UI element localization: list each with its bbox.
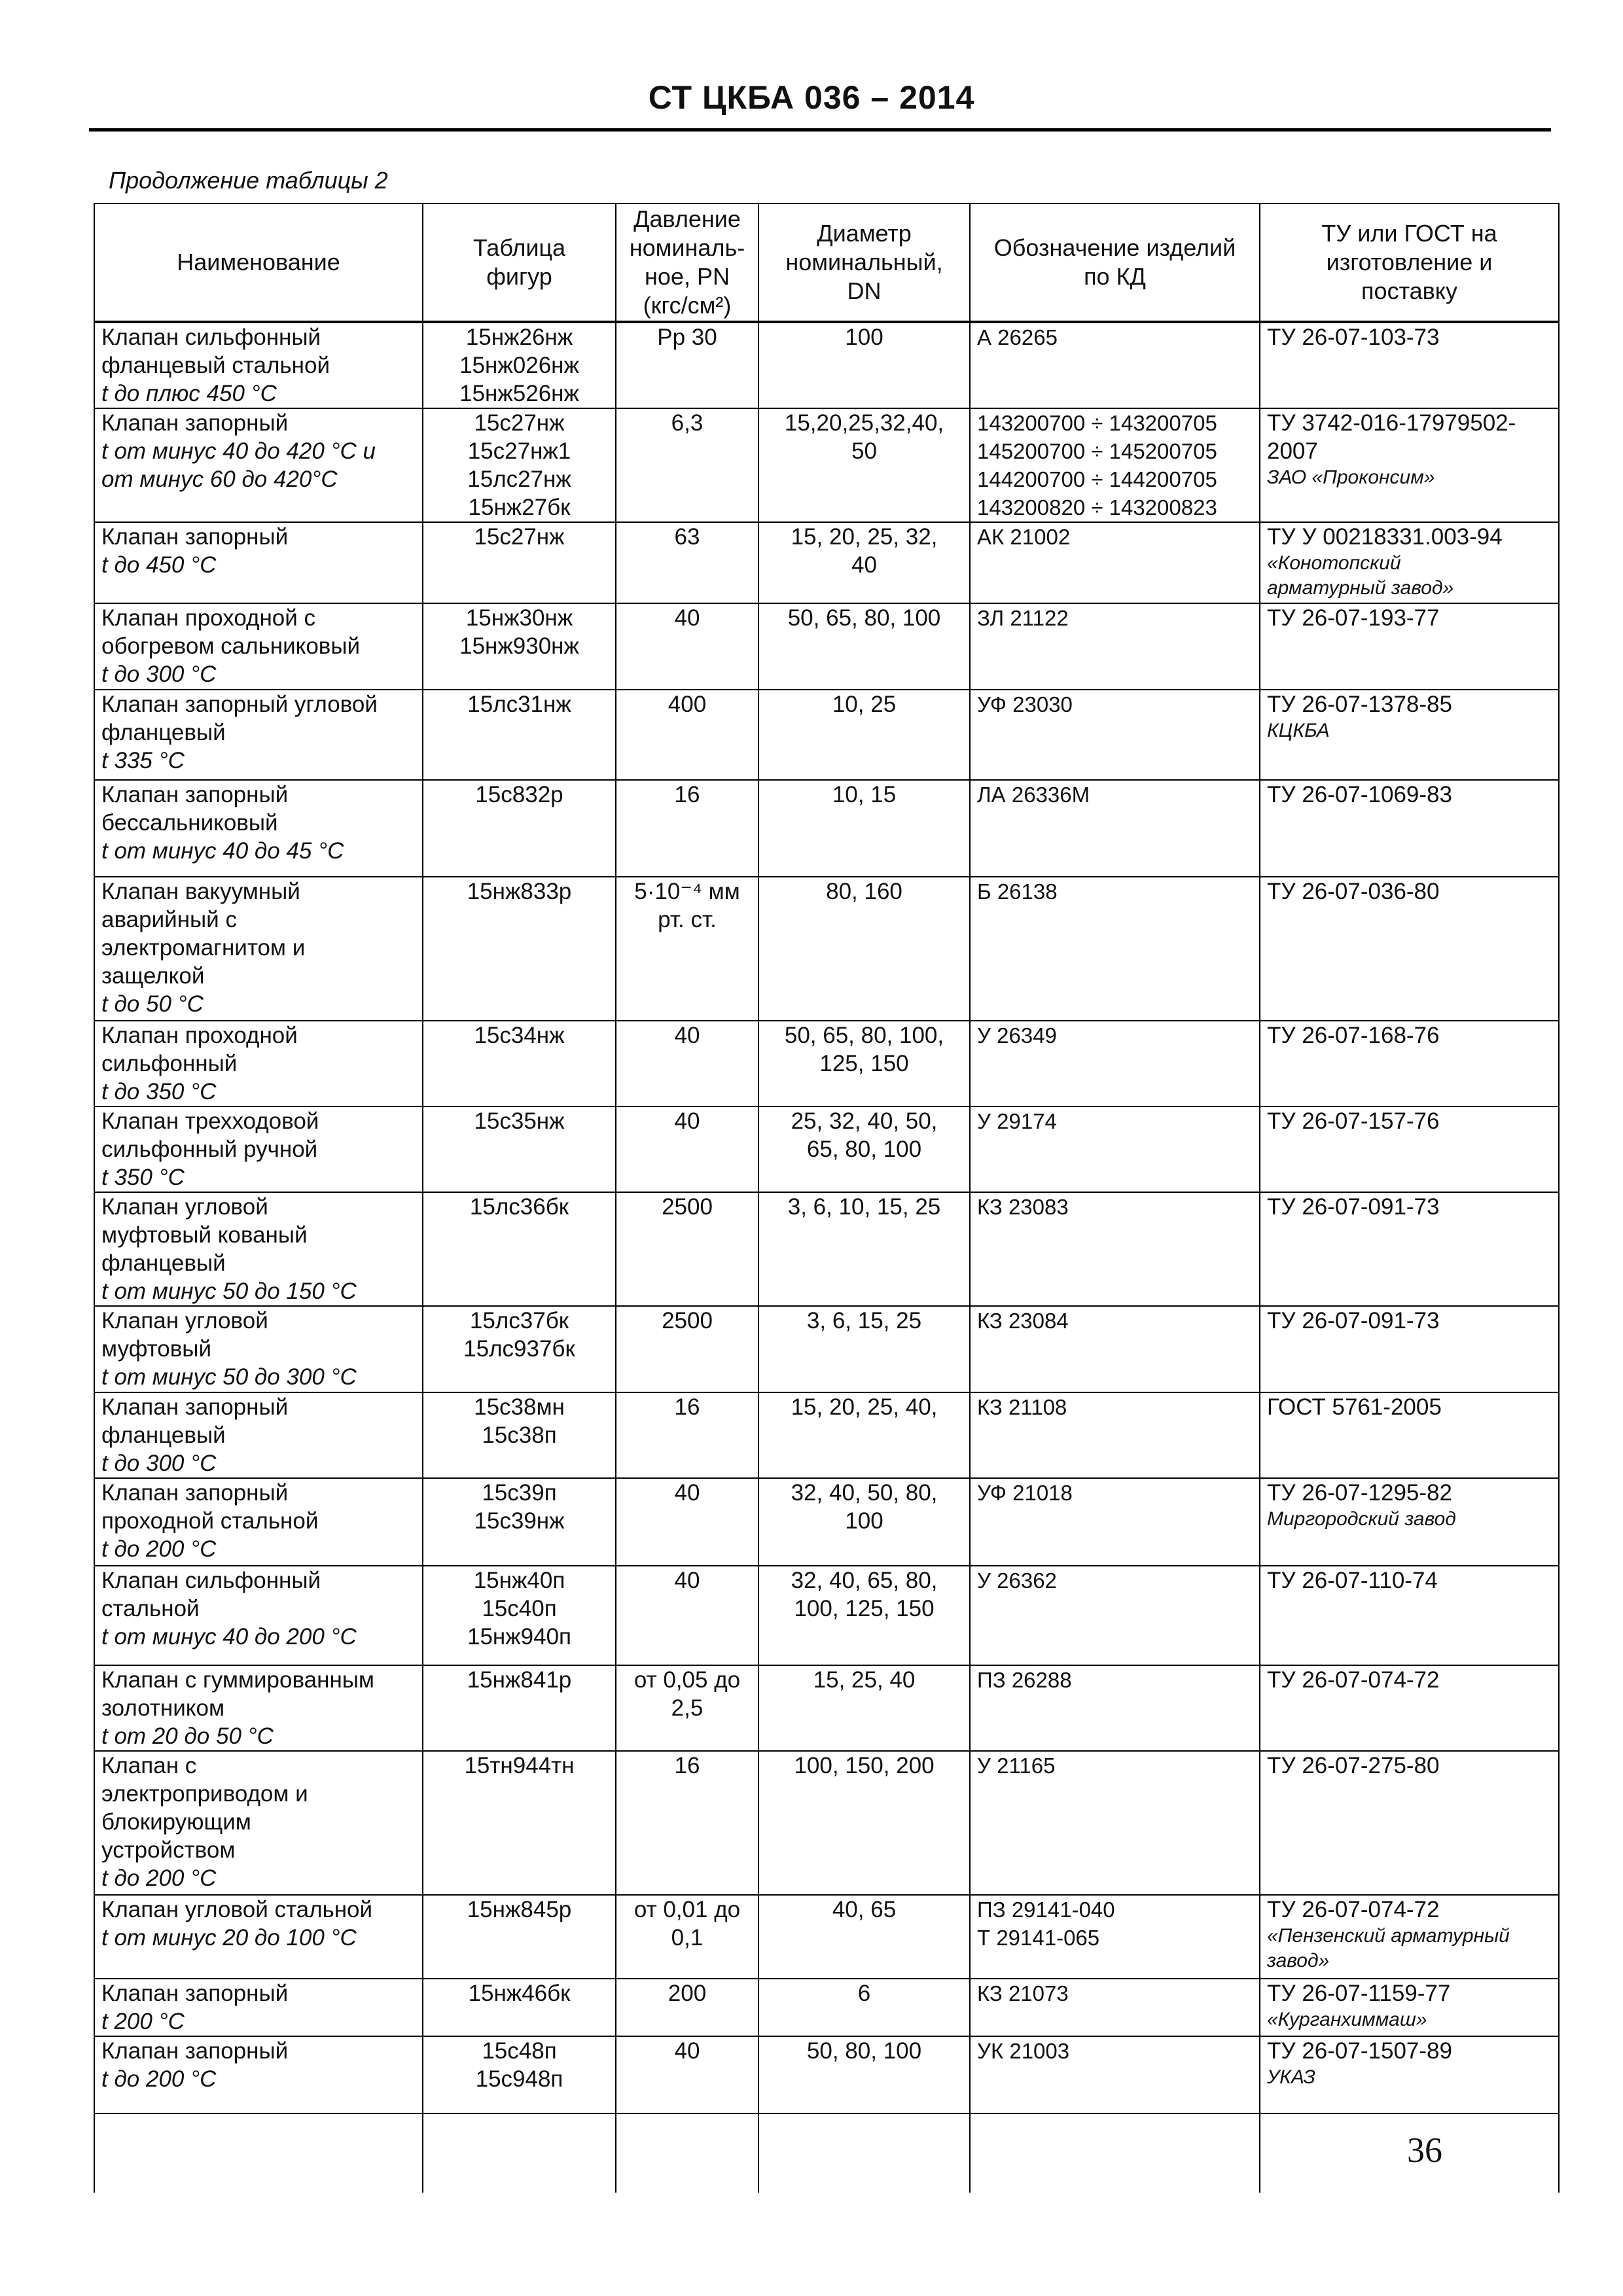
cell-standard <box>1260 1665 1559 1751</box>
product-designation: Б 26138 <box>977 879 1058 904</box>
cell-diameter <box>758 1979 970 2036</box>
cell-designation <box>970 1895 1260 1979</box>
cell-pressure <box>616 780 758 877</box>
cell-standard <box>1260 322 1559 408</box>
cell-figure <box>423 780 616 877</box>
cell-figure <box>423 1751 616 1895</box>
empty-cell <box>758 2113 970 2193</box>
table-row <box>94 2036 1559 2113</box>
standard-code: ТУ 26-07-1159-77 <box>1267 1981 1451 2006</box>
valve-name: Клапан запорный <box>101 1981 289 2006</box>
product-designation: АК 21002 <box>977 525 1071 549</box>
valve-name: Клапан угловой стальной <box>101 1897 373 1922</box>
cell-diameter <box>758 1192 970 1306</box>
cell-standard <box>1260 603 1559 690</box>
cell-name <box>94 2036 423 2113</box>
figure-code: 15тн944тн <box>464 1753 575 1778</box>
cell-designation <box>970 322 1260 408</box>
nominal-pressure: 16 <box>674 782 700 807</box>
cell-diameter <box>758 1566 970 1665</box>
standard-code: ТУ 26-07-103-73 <box>1267 325 1440 350</box>
table-body <box>94 322 1559 2193</box>
nominal-diameter: 10, 15 <box>832 782 897 807</box>
cell-pressure <box>616 1106 758 1192</box>
cell-diameter <box>758 603 970 690</box>
cell-name <box>94 780 423 877</box>
product-designation: КЗ 21073 <box>977 1981 1069 2005</box>
cell-standard <box>1260 1021 1559 1106</box>
cell-diameter <box>758 408 970 522</box>
cell-figure <box>423 1192 616 1306</box>
standard-code: ТУ 26-07-1069-83 <box>1267 782 1452 807</box>
cell-standard <box>1260 522 1559 603</box>
cell-pressure <box>616 690 758 780</box>
cell-pressure <box>616 408 758 522</box>
table-row <box>94 1478 1559 1566</box>
cell-pressure <box>616 1566 758 1665</box>
cell-name <box>94 690 423 780</box>
figure-code: 15нж30нж 15нж930нж <box>459 605 579 659</box>
nominal-diameter: 50, 65, 80, 100 <box>787 605 941 631</box>
cell-standard <box>1260 1478 1559 1566</box>
nominal-diameter: 80, 160 <box>826 879 902 904</box>
cell-pressure <box>616 322 758 408</box>
nominal-pressure: Pp 30 <box>657 325 717 350</box>
cell-diameter <box>758 1021 970 1106</box>
cell-diameter <box>758 1306 970 1392</box>
nominal-pressure: 5·10⁻⁴ мм рт. ст. <box>634 879 740 932</box>
cell-name <box>94 1392 423 1478</box>
product-designation: У 21165 <box>977 1754 1056 1778</box>
temperature-range: t до 300 °С <box>101 662 217 687</box>
valve-name: Клапан трехходовой сильфонный ручной <box>101 1108 319 1162</box>
standard-code: ТУ 26-07-1507-89 <box>1267 2038 1452 2064</box>
manufacturer: ЗАО «Проконсим» <box>1267 467 1435 488</box>
temperature-range: t до 50 °С <box>101 991 204 1017</box>
cell-standard <box>1260 408 1559 522</box>
manufacturer: УКАЗ <box>1267 2066 1315 2088</box>
table-row <box>94 780 1559 877</box>
figure-code: 15нж46бк <box>468 1981 571 2006</box>
figure-code: 15нж841р <box>467 1667 572 1693</box>
temperature-range: t до 300 °С <box>101 1451 217 1476</box>
cell-pressure <box>616 877 758 1021</box>
standard-code: ТУ 26-07-168-76 <box>1267 1023 1440 1048</box>
page-number: 36 <box>1407 2130 1442 2170</box>
column-header-standard: ТУ или ГОСТ на изготовление и поставку <box>1260 203 1559 322</box>
standard-code: ТУ У 00218331.003-94 <box>1267 524 1503 550</box>
figure-code: 15с39п 15с39нж <box>474 1480 565 1534</box>
manufacturer: Миргородский завод <box>1267 1508 1456 1530</box>
cell-designation <box>970 1106 1260 1192</box>
table-caption: Продолжение таблицы 2 <box>109 167 388 194</box>
valve-name: Клапан угловой муфтовый кованый фланцевый <box>101 1194 308 1276</box>
nominal-diameter: 50, 65, 80, 100, 125, 150 <box>784 1023 944 1076</box>
cell-designation <box>970 1665 1260 1751</box>
figure-code: 15с27нж 15с27нж1 15лс27нж 15нж27бк <box>467 410 571 520</box>
cell-pressure <box>616 1895 758 1979</box>
temperature-range: t от минус 50 до 300 °С <box>101 1364 357 1390</box>
empty-cell <box>970 2113 1260 2193</box>
temperature-range: t до плюс 450 °С <box>101 381 277 406</box>
manufacturer: «Конотопский арматурный завод» <box>1267 552 1454 599</box>
cell-designation <box>970 780 1260 877</box>
empty-cell <box>94 2113 423 2193</box>
product-designation: ЛА 26336М <box>977 783 1090 807</box>
nominal-diameter: 50, 80, 100 <box>806 2038 922 2064</box>
cell-figure <box>423 1665 616 1751</box>
temperature-range: t до 200 °С <box>101 2066 217 2092</box>
product-designation: У 29174 <box>977 1109 1057 1133</box>
cell-designation <box>970 1751 1260 1895</box>
cell-pressure <box>616 1751 758 1895</box>
standard-code: ТУ 26-07-157-76 <box>1267 1108 1440 1134</box>
figure-code: 15нж40п 15с40п 15нж940п <box>467 1568 572 1650</box>
temperature-range: t от 20 до 50 °С <box>101 1723 274 1749</box>
cell-standard <box>1260 877 1559 1021</box>
column-header-pressure: Давление номиналь- ное, PN (кгс/см²) <box>616 203 758 322</box>
column-header-diameter: Диаметр номинальный, DN <box>758 203 970 322</box>
cell-name <box>94 1306 423 1392</box>
figure-code: 15нж833р <box>467 879 572 904</box>
standard-code: ТУ 26-07-091-73 <box>1267 1308 1440 1333</box>
cell-diameter <box>758 780 970 877</box>
cell-pressure <box>616 1021 758 1106</box>
cell-designation <box>970 1192 1260 1306</box>
valve-name: Клапан проходной сильфонный <box>101 1023 298 1076</box>
cell-name <box>94 1478 423 1566</box>
cell-standard <box>1260 1751 1559 1895</box>
nominal-pressure: 40 <box>674 2038 700 2064</box>
temperature-range: t 335 °С <box>101 748 185 773</box>
cell-name <box>94 1665 423 1751</box>
cell-name <box>94 322 423 408</box>
cell-diameter <box>758 322 970 408</box>
valve-name: Клапан сильфонный стальной <box>101 1568 321 1621</box>
temperature-range: t 350 °С <box>101 1165 185 1190</box>
nominal-pressure: 40 <box>674 1480 700 1506</box>
nominal-diameter: 15, 20, 25, 40, <box>791 1394 938 1420</box>
cell-pressure <box>616 1979 758 2036</box>
nominal-diameter: 32, 40, 65, 80, 100, 125, 150 <box>791 1568 938 1621</box>
cell-standard <box>1260 780 1559 877</box>
nominal-diameter: 15, 20, 25, 32, 40 <box>791 524 938 578</box>
header-rule <box>89 128 1551 132</box>
valve-name: Клапан угловой муфтовый <box>101 1308 268 1362</box>
valve-name: Клапан запорный проходной стальной <box>101 1480 319 1534</box>
product-designation: КЗ 23083 <box>977 1195 1069 1219</box>
cell-pressure <box>616 1392 758 1478</box>
cell-standard <box>1260 1106 1559 1192</box>
valve-name: Клапан запорный бессальниковый <box>101 782 289 836</box>
nominal-diameter: 15, 25, 40 <box>813 1667 916 1693</box>
cell-name <box>94 1021 423 1106</box>
figure-code: 15с35нж <box>474 1108 565 1134</box>
standard-code: ТУ 3742-016-17979502- 2007 <box>1267 410 1516 464</box>
cell-designation <box>970 1392 1260 1478</box>
cell-standard <box>1260 2036 1559 2113</box>
cell-pressure <box>616 1478 758 1566</box>
cell-diameter <box>758 1106 970 1192</box>
valve-name: Клапан запорный <box>101 2038 289 2064</box>
valve-name: Клапан запорный угловой фланцевый <box>101 692 378 745</box>
cell-name <box>94 1751 423 1895</box>
temperature-range: t до 350 °С <box>101 1079 217 1104</box>
nominal-pressure: 63 <box>674 524 700 550</box>
temperature-range: t от минус 20 до 100 °С <box>101 1925 357 1951</box>
cell-figure <box>423 1478 616 1566</box>
cell-diameter <box>758 1751 970 1895</box>
cell-standard <box>1260 690 1559 780</box>
empty-cell <box>423 2113 616 2193</box>
valve-name: Клапан запорный <box>101 524 289 550</box>
cell-pressure <box>616 1665 758 1751</box>
cell-pressure <box>616 522 758 603</box>
nominal-diameter: 100 <box>845 325 883 350</box>
product-designation: УФ 21018 <box>977 1481 1073 1505</box>
cell-name <box>94 522 423 603</box>
table-row <box>94 1192 1559 1306</box>
product-designation: У 26362 <box>977 1568 1057 1593</box>
nominal-pressure: 400 <box>668 692 707 717</box>
nominal-diameter: 15,20,25,32,40, 50 <box>784 410 944 464</box>
nominal-diameter: 100, 150, 200 <box>794 1753 935 1778</box>
figure-code: 15с34нж <box>474 1023 565 1048</box>
cell-standard <box>1260 1566 1559 1665</box>
table-row <box>94 1665 1559 1751</box>
figure-code: 15с38мн 15с38п <box>474 1394 565 1448</box>
column-header-designation: Обозначение изделий по КД <box>970 203 1260 322</box>
table-row <box>94 322 1559 408</box>
nominal-pressure: 6,3 <box>671 410 704 436</box>
cell-figure <box>423 1895 616 1979</box>
column-header-figure: Таблица фигур <box>423 203 616 322</box>
figure-code: 15с48п 15с948п <box>475 2038 563 2092</box>
cell-figure <box>423 1392 616 1478</box>
cell-name <box>94 877 423 1021</box>
product-designation: УФ 23030 <box>977 692 1073 716</box>
cell-pressure <box>616 1306 758 1392</box>
cell-designation <box>970 1478 1260 1566</box>
valve-name: Клапан с электроприводом и блокирующим устройством <box>101 1753 308 1863</box>
table-row <box>94 603 1559 690</box>
cell-name <box>94 603 423 690</box>
manufacturer: «Пензенский арматурный завод» <box>1267 1925 1510 1971</box>
cell-diameter <box>758 1392 970 1478</box>
product-designation: У 26349 <box>977 1023 1057 1048</box>
figure-code: 15с27нж <box>474 524 565 550</box>
nominal-pressure: 2500 <box>662 1308 713 1333</box>
nominal-diameter: 32, 40, 50, 80, 100 <box>791 1480 938 1534</box>
table-row <box>94 1306 1559 1392</box>
cell-designation <box>970 877 1260 1021</box>
cell-diameter <box>758 1478 970 1566</box>
standard-code: ГОСТ 5761-2005 <box>1267 1394 1442 1420</box>
cell-diameter <box>758 877 970 1021</box>
cell-figure <box>423 322 616 408</box>
cell-designation <box>970 690 1260 780</box>
nominal-pressure: 40 <box>674 1568 700 1593</box>
cell-name <box>94 1979 423 2036</box>
nominal-pressure: 16 <box>674 1753 700 1778</box>
cell-name <box>94 1192 423 1306</box>
nominal-pressure: 16 <box>674 1394 700 1420</box>
table-row <box>94 1106 1559 1192</box>
cell-standard <box>1260 1306 1559 1392</box>
standard-code: ТУ 26-07-074-72 <box>1267 1897 1440 1922</box>
figure-code: 15с832р <box>475 782 563 807</box>
cell-name <box>94 1566 423 1665</box>
cell-designation <box>970 522 1260 603</box>
valve-name: Клапан проходной с обогревом сальниковый <box>101 605 361 659</box>
nominal-diameter: 3, 6, 15, 25 <box>806 1308 922 1333</box>
valve-name: Клапан вакуумный аварийный с электромагнитом и защелкой <box>101 879 306 989</box>
cell-name <box>94 1106 423 1192</box>
standard-code: ТУ 26-07-1295-82 <box>1267 1480 1452 1506</box>
temperature-range: t от минус 50 до 150 °С <box>101 1279 357 1304</box>
table-continuation <box>94 2113 1559 2193</box>
valve-name: Клапан сильфонный фланцевый стальной <box>101 325 330 378</box>
standard-code: ТУ 26-07-091-73 <box>1267 1194 1440 1220</box>
valve-name: Клапан запорный фланцевый <box>101 1394 289 1448</box>
cell-designation <box>970 1979 1260 2036</box>
cell-figure <box>423 1566 616 1665</box>
nominal-pressure: от 0,05 до 2,5 <box>633 1667 741 1721</box>
nominal-pressure: 2500 <box>662 1194 713 1220</box>
cell-figure <box>423 877 616 1021</box>
temperature-range: t от минус 40 до 200 °С <box>101 1624 357 1650</box>
product-designation: А 26265 <box>977 325 1058 349</box>
product-designation: ПЗ 26288 <box>977 1668 1072 1692</box>
cell-standard <box>1260 1392 1559 1478</box>
product-designation: ЗЛ 21122 <box>977 606 1069 630</box>
cell-name <box>94 1895 423 1979</box>
table-row <box>94 1751 1559 1895</box>
cell-figure <box>423 1979 616 2036</box>
cell-name <box>94 408 423 522</box>
product-designation: ПЗ 29141-040 Т 29141-065 <box>977 1898 1115 1950</box>
cell-figure <box>423 522 616 603</box>
table-row <box>94 690 1559 780</box>
cell-designation <box>970 408 1260 522</box>
cell-figure <box>423 1021 616 1106</box>
product-designation: КЗ 21108 <box>977 1395 1067 1419</box>
cell-diameter <box>758 690 970 780</box>
figure-code: 15лс37бк 15лс937бк <box>463 1308 575 1362</box>
table-row <box>94 1566 1559 1665</box>
document-code: СТ ЦКБА 036 – 2014 <box>648 79 975 116</box>
valve-name: Клапан запорный <box>101 410 289 436</box>
product-designation: 143200700 ÷ 143200705 145200700 ÷ 145200705 144200700 ÷ 144200705 143200820 ÷ 143200823 <box>977 411 1217 520</box>
table-header-row <box>94 203 1559 322</box>
standard-code: ТУ 26-07-193-77 <box>1267 605 1440 631</box>
cell-figure <box>423 2036 616 2113</box>
empty-cell <box>616 2113 758 2193</box>
nominal-diameter: 25, 32, 40, 50, 65, 80, 100 <box>791 1108 938 1162</box>
cell-designation <box>970 2036 1260 2113</box>
cell-figure <box>423 690 616 780</box>
temperature-range: t от минус 40 до 420 °С и от минус 60 до 420°С <box>101 438 376 492</box>
cell-figure <box>423 603 616 690</box>
cell-diameter <box>758 1665 970 1751</box>
figure-code: 15нж26нж 15нж026нж 15нж526нж <box>459 325 579 406</box>
cell-standard <box>1260 1979 1559 2036</box>
manufacturer: КЦКБА <box>1267 720 1330 741</box>
nominal-pressure: от 0,01 до 0,1 <box>633 1897 741 1951</box>
nominal-diameter: 3, 6, 10, 15, 25 <box>787 1194 941 1220</box>
column-header-name: Наименование <box>94 203 423 322</box>
table-row <box>94 522 1559 603</box>
cell-designation <box>970 1566 1260 1665</box>
table-row <box>94 1979 1559 2036</box>
valves-table <box>94 203 1560 2193</box>
valve-name: Клапан с гуммированным золотником <box>101 1667 374 1721</box>
cell-pressure <box>616 1192 758 1306</box>
cell-figure <box>423 408 616 522</box>
standard-code: ТУ 26-07-1378-85 <box>1267 692 1452 717</box>
nominal-pressure: 40 <box>674 1023 700 1048</box>
cell-diameter <box>758 522 970 603</box>
temperature-range: t до 200 °С <box>101 1865 217 1891</box>
cell-designation <box>970 603 1260 690</box>
standard-code: ТУ 26-07-074-72 <box>1267 1667 1440 1693</box>
cell-diameter <box>758 2036 970 2113</box>
cell-diameter <box>758 1895 970 1979</box>
standard-code: ТУ 26-07-036-80 <box>1267 879 1440 904</box>
product-designation: КЗ 23084 <box>977 1309 1069 1333</box>
cell-designation <box>970 1306 1260 1392</box>
table-row <box>94 1895 1559 1979</box>
temperature-range: t от минус 40 до 45 °С <box>101 838 344 864</box>
table-row <box>94 1021 1559 1106</box>
cell-pressure <box>616 603 758 690</box>
table-row <box>94 877 1559 1021</box>
cell-pressure <box>616 2036 758 2113</box>
table-row <box>94 408 1559 522</box>
temperature-range: t до 200 °С <box>101 1536 217 1562</box>
product-designation: УК 21003 <box>977 2039 1070 2063</box>
nominal-pressure: 200 <box>668 1981 707 2006</box>
cell-standard <box>1260 1192 1559 1306</box>
figure-code: 15лс31нж <box>467 692 571 717</box>
nominal-pressure: 40 <box>674 605 700 631</box>
standard-code: ТУ 26-07-275-80 <box>1267 1753 1440 1778</box>
temperature-range: t 200 °С <box>101 2009 185 2034</box>
nominal-diameter: 40, 65 <box>832 1897 897 1922</box>
cell-standard <box>1260 1895 1559 1979</box>
cell-figure <box>423 1306 616 1392</box>
table-row <box>94 1392 1559 1478</box>
nominal-pressure: 40 <box>674 1108 700 1134</box>
cell-designation <box>970 1021 1260 1106</box>
figure-code: 15нж845р <box>467 1897 572 1922</box>
cell-figure <box>423 1106 616 1192</box>
standard-code: ТУ 26-07-110-74 <box>1267 1568 1438 1593</box>
nominal-diameter: 6 <box>857 1981 871 2006</box>
manufacturer: «Курганхиммаш» <box>1267 2009 1427 2030</box>
temperature-range: t до 450 °С <box>101 552 217 578</box>
figure-code: 15лс36бк <box>469 1194 569 1220</box>
nominal-diameter: 10, 25 <box>832 692 897 717</box>
